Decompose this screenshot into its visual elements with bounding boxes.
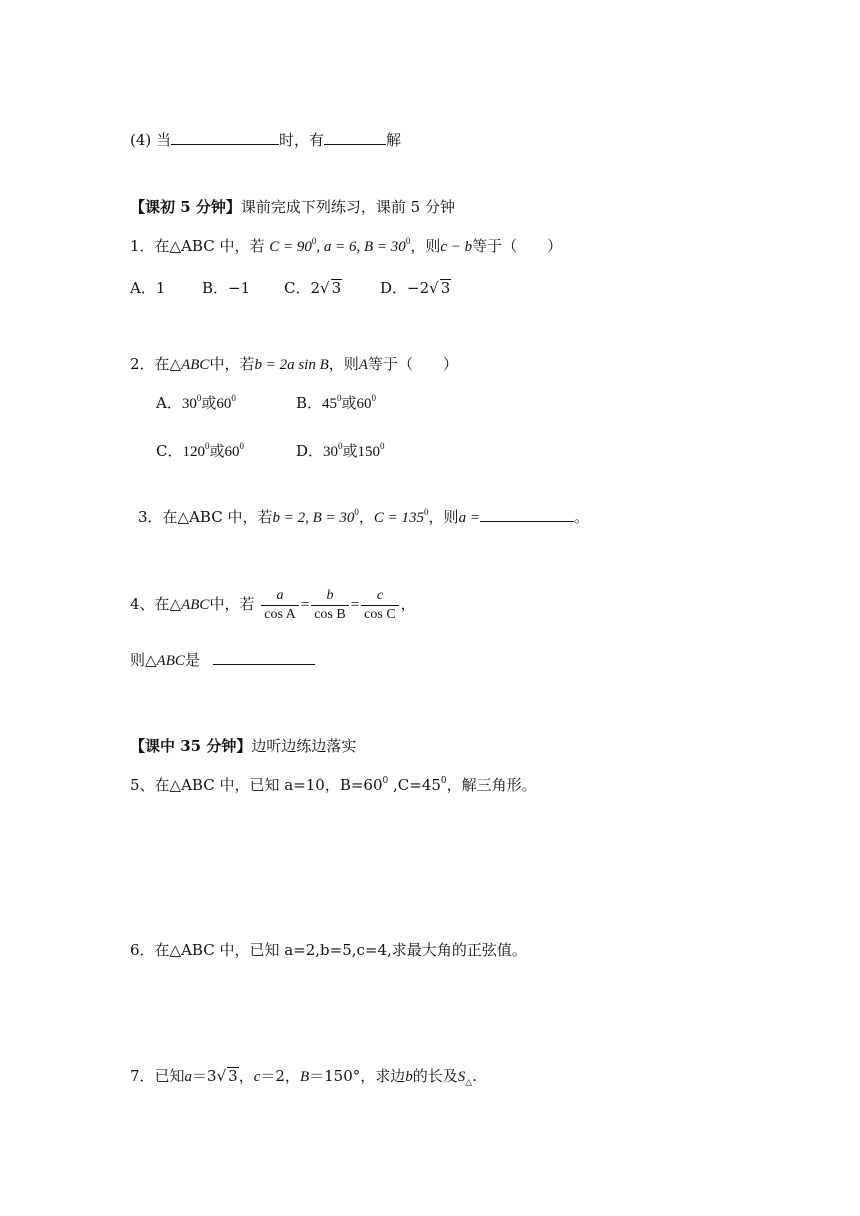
- q4-f3-num: c: [361, 587, 399, 606]
- item4-mid: 时，有: [279, 131, 325, 149]
- q1-cond-aB: , a = 6, B = 30: [316, 239, 406, 255]
- item4-blank-2[interactable]: [324, 130, 386, 145]
- q2-deg: 0: [239, 441, 244, 451]
- q4-text-b: 中，若: [209, 595, 255, 613]
- q7-eq-2: ＝2，: [260, 1067, 300, 1085]
- q7-text-b: ，: [238, 1067, 254, 1085]
- q2-deg: 0: [204, 441, 210, 451]
- section1-heading-line: [130, 197, 455, 217]
- q2-deg: 0: [337, 393, 342, 403]
- q3-answer-blank[interactable]: [480, 507, 574, 522]
- section2-heading-line: [130, 736, 356, 756]
- q1-text-b: ，则: [410, 237, 441, 255]
- q1-option-d-label: D．−2: [380, 279, 430, 297]
- q1-deg-2: 0: [405, 236, 411, 246]
- q2-option-a-v1: 30: [181, 396, 197, 412]
- q1-deg-1: 0: [311, 236, 317, 246]
- q3-text-a: 3．在△ABC 中，若: [138, 508, 273, 526]
- q2-deg: 0: [338, 441, 343, 451]
- q2-deg: 0: [380, 441, 385, 451]
- q3-cond-1: b = 2, B = 30: [272, 510, 355, 526]
- q4-line2-a: 则△: [130, 651, 157, 669]
- q1-text-a: 1．在△ABC 中，若: [130, 237, 265, 255]
- q4-eq-1: =: [300, 597, 310, 613]
- q1-text-c: 等于（ ）: [472, 237, 563, 255]
- q2-option-c-v2: 60: [224, 444, 240, 460]
- q1-option-c-radicand: 3: [331, 279, 342, 297]
- q4-fraction-a: [261, 587, 299, 624]
- q4-line-2: [130, 650, 315, 671]
- q4-abc: ABC: [181, 597, 210, 613]
- q3-deg-2: 0: [424, 507, 429, 517]
- q2-option-b-or: 或: [341, 394, 357, 412]
- q7-eq-3: ＝150°，求边: [309, 1067, 406, 1085]
- item4-suffix: 解: [386, 131, 402, 149]
- q4-f1-den: cos A: [264, 606, 296, 622]
- q7-var-a: a: [184, 1069, 193, 1085]
- q1-option-c-label: C．2: [284, 279, 321, 297]
- sqrt-icon: √: [216, 1067, 227, 1085]
- q2-abc: ABC: [181, 357, 210, 373]
- q2-deg: 0: [371, 393, 377, 403]
- q2-option-d-label: D．: [296, 442, 324, 460]
- question-4: [130, 583, 416, 626]
- q3-cond-2: C = 135: [373, 510, 425, 526]
- q2-option-d-v1: 30: [323, 444, 339, 460]
- q2-option-b-v1: 45: [322, 396, 338, 412]
- q1-options: [130, 278, 451, 298]
- question-1: [130, 231, 562, 257]
- q2-option-a-label: A．: [156, 394, 182, 412]
- q4-f2-num: b: [311, 587, 349, 606]
- sqrt-icon: √: [429, 279, 439, 297]
- q5-deg-2: 0: [440, 776, 447, 786]
- section1-desc: 课前完成下列练习，课前 5 分钟: [240, 198, 455, 216]
- q5-text-a: 5、在△ABC 中，已知 a=10，B=60: [130, 776, 383, 794]
- q2-cond: b = 2a sin B: [254, 357, 329, 373]
- q3-sep: ，: [358, 508, 374, 526]
- item4-blank-1[interactable]: [171, 130, 279, 145]
- q2-options-row-2: [156, 436, 385, 462]
- q7-var-S: S: [457, 1069, 466, 1085]
- q4-fraction-b: [311, 587, 349, 624]
- q4-comma: ，: [400, 595, 416, 613]
- sqrt-icon: √: [320, 279, 330, 297]
- question-7: [130, 1066, 477, 1093]
- q7-var-b: b: [405, 1069, 413, 1085]
- q1-option-b[interactable]: B．−1: [202, 279, 251, 297]
- q2-var-a: A: [358, 357, 368, 373]
- q4-line2-abc: ABC: [156, 653, 185, 669]
- q2-option-d-v2: 150: [357, 444, 381, 460]
- q5-deg-1: 0: [382, 776, 389, 786]
- q2-option-c-label: C．: [156, 442, 183, 460]
- q7-radicand: 3: [228, 1067, 238, 1085]
- q4-line2-b: 是: [184, 651, 200, 669]
- q2-option-c-v1: 120: [182, 444, 205, 460]
- q2-text-d: 等于（ ）: [367, 355, 458, 373]
- q5-text-c: ，解三角形。: [446, 776, 537, 794]
- q4-f3-den: cos C: [364, 606, 396, 622]
- question-5: [130, 771, 537, 795]
- q2-deg: 0: [196, 393, 202, 403]
- q2-option-a-or: 或: [201, 394, 217, 412]
- item4-line: [130, 130, 401, 150]
- q3-end: 。: [573, 508, 589, 526]
- q1-cond-c: C = 90: [269, 239, 312, 255]
- q2-option-d[interactable]: [296, 436, 385, 462]
- q5-text-b: ,C=45: [388, 776, 441, 794]
- q1-option-d-radicand: 3: [440, 279, 451, 297]
- q2-option-c[interactable]: [156, 436, 296, 462]
- q7-eq-1: ＝3: [192, 1067, 217, 1085]
- section2-heading: 【课中 35 分钟】: [130, 737, 252, 755]
- q1-option-d[interactable]: [380, 278, 451, 298]
- q3-deg-1: 0: [354, 507, 359, 517]
- q7-text-c: 的长及: [412, 1067, 458, 1085]
- q2-option-d-or: 或: [342, 442, 358, 460]
- q2-option-b-v2: 60: [356, 396, 372, 412]
- q3-var: a =: [458, 510, 480, 526]
- q2-option-b[interactable]: [296, 388, 376, 414]
- q4-eq-2: =: [350, 597, 360, 613]
- q1-option-a[interactable]: A．1: [130, 279, 166, 297]
- q2-option-b-label: B．: [296, 394, 323, 412]
- q2-options-row-1: [156, 388, 376, 414]
- q4-answer-blank[interactable]: [213, 650, 315, 665]
- section2-desc: 边听边练边落实: [251, 737, 357, 755]
- q1-expr: c − b: [440, 239, 473, 255]
- item4-prefix: (4) 当: [130, 131, 172, 149]
- q3-text-b: ，则: [428, 508, 459, 526]
- section1-heading: 【课初 5 分钟】: [130, 198, 241, 216]
- question-2: [130, 354, 458, 375]
- question-3: [138, 502, 589, 528]
- q1-option-c[interactable]: [284, 278, 380, 298]
- q4-fraction-c: [361, 587, 399, 624]
- q2-option-a-v2: 60: [216, 396, 232, 412]
- q7-S-sub: △: [465, 1078, 473, 1088]
- q4-text-a: 4、在△: [130, 595, 182, 613]
- q2-option-a[interactable]: [156, 388, 296, 414]
- q2-text-a: 2．在△: [130, 355, 182, 373]
- q2-option-c-or: 或: [209, 442, 225, 460]
- q7-var-c: c: [253, 1069, 261, 1085]
- q7-var-B: B: [299, 1069, 310, 1085]
- question-6: 6．在△ABC 中，已知 a=2,b=5,c=4,求最大角的正弦值。: [130, 941, 527, 959]
- q7-end: .: [472, 1067, 477, 1085]
- q2-text-b: 中，若: [209, 355, 255, 373]
- q2-text-c: ，则: [328, 355, 359, 373]
- q4-f2-den: cos B: [314, 606, 346, 622]
- q4-f1-num: a: [261, 587, 299, 606]
- q7-text-a: 7．已知: [130, 1067, 185, 1085]
- q2-deg: 0: [231, 393, 236, 403]
